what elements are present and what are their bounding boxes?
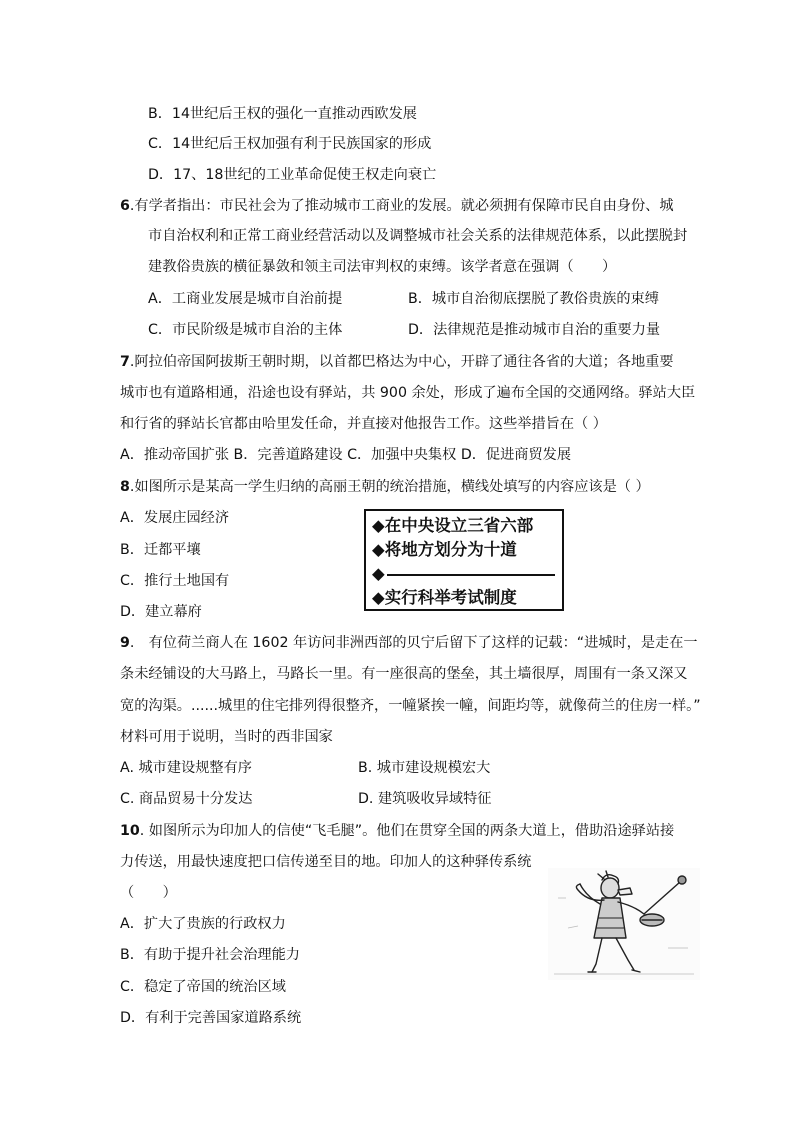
q10-option-b: B．有助于提升社会治理能力 [120, 947, 300, 963]
q6-option-d: D．法律规范是推动城市自治的重要力量 [408, 322, 661, 338]
q8-text1: .如图所示是某高一学生归纳的高丽王朝的统治措施，横线处填写的内容应该是（ ） [129, 479, 650, 495]
q10-stem-line1 [120, 821, 674, 841]
q8-option-d: D．建立幕府 [120, 604, 202, 620]
q9-option-c: C. 商品贸易十分发达 [120, 791, 253, 807]
q10-option-a: A．扩大了贵族的行政权力 [120, 916, 286, 932]
q9-stem-line4: 材料可用于说明，当时的西非国家 [120, 729, 333, 745]
q7-number: 7 [120, 354, 130, 370]
q6-text1: .有学者指出：市民社会为了推动城市工商业的发展。就必须拥有保障市民自由身份、城 [129, 198, 674, 214]
q8-figure-item-2: ◆将地方划分为十道 [372, 540, 517, 559]
q9-stem-line2: 条未经铺设的大马路上，马路长一里。有一座很高的堡垒，其土墙很厚，周围有一条又深又 [120, 666, 688, 682]
q5-option-b: B．14世纪后王权的强化一直推动西欧发展 [148, 106, 417, 122]
q10-option-c: C．稳定了帝国的统治区域 [120, 979, 286, 995]
q8-option-a: A．发展庄园经济 [120, 510, 230, 526]
q7-stem-line1 [120, 352, 674, 372]
q6-number: 6 [120, 198, 130, 214]
q9-number: 9 [120, 635, 130, 651]
q8-option-b: B．迁都平壤 [120, 542, 201, 558]
q8-figure-blank-line [387, 574, 555, 576]
q10-number: 10 [120, 823, 140, 839]
q8-figure-box [364, 509, 564, 611]
q8-figure-item-1: ◆在中央设立三省六部 [372, 516, 534, 535]
q6-stem-line3: 建教俗贵族的横征暴敛和领主司法审判权的束缚。该学者意在强调（ ） [148, 259, 617, 275]
q8-number: 8 [120, 479, 130, 495]
q6-stem-line2: 市自治权利和正常工商业经营活动以及调整城市社会关系的法律规范体系，以此摆脱封 [148, 228, 688, 244]
q6-option-c: C．市民阶级是城市自治的主体 [148, 322, 343, 338]
q8-figure-bullet: ◆ [372, 564, 385, 583]
q7-text1: .阿拉伯帝国阿拔斯王朝时期，以首都巴格达为中心，开辟了通往各省的大道；各地重要 [129, 354, 674, 370]
inca-messenger-illustration [548, 868, 700, 980]
q8-stem-line1 [120, 477, 650, 497]
q8-option-c: C．推行土地国有 [120, 573, 230, 589]
q9-option-d: D. 建筑吸收异域特征 [358, 791, 492, 807]
q9-stem-line3: 宽的沟渠。......城里的住宅排列得很整齐，一幢紧挨一幢，间距均等，就像荷兰的住房一样。” [120, 698, 701, 714]
q7-options: A．推动帝国扩张 B．完善道路建设 C．加强中央集权 D．促进商贸发展 [120, 447, 572, 463]
q6-stem-line1 [120, 196, 674, 216]
q7-stem-line3: 和行省的驿站长官都由哈里发任命，并直接对他报告工作。这些举措旨在（ ） [120, 416, 607, 432]
q6-option-b: B．城市自治彻底摆脱了教俗贵族的束缚 [408, 291, 659, 307]
q10-text1: . 如图所示为印加人的信使“飞毛腿”。他们在贯穿全国的两条大道上，借助沿途驿站接 [139, 823, 675, 839]
q9-text1: . 有位荷兰商人在 1602 年访问非洲西部的贝宁后留下了这样的记载：“进城时，是走在一 [129, 635, 698, 651]
q8-figure-item-3 [372, 562, 558, 586]
q9-stem-line1 [120, 633, 698, 653]
q5-option-d: D．17、18世纪的工业革命促使王权走向衰亡 [148, 167, 437, 183]
q6-option-a: A．工商业发展是城市自治前提 [148, 291, 343, 307]
q8-figure-item-4: ◆实行科举考试制度 [372, 588, 517, 607]
q10-paren: （ ） [120, 885, 177, 901]
q10-option-d: D．有利于完善国家道路系统 [120, 1010, 302, 1026]
q9-option-b: B. 城市建设规模宏大 [358, 760, 491, 776]
q10-stem-line2: 力传送，用最快速度把口信传递至目的地。印加人的这种驿传系统 [120, 854, 532, 870]
q7-stem-line2: 城市也有道路相通，沿途也设有驿站，共 900 余处，形成了遍布全国的交通网络。驿站大臣 [120, 385, 696, 401]
q9-option-a: A. 城市建设规整有序 [120, 760, 252, 776]
q5-option-c: C．14世纪后王权加强有利于民族国家的形成 [148, 136, 432, 152]
